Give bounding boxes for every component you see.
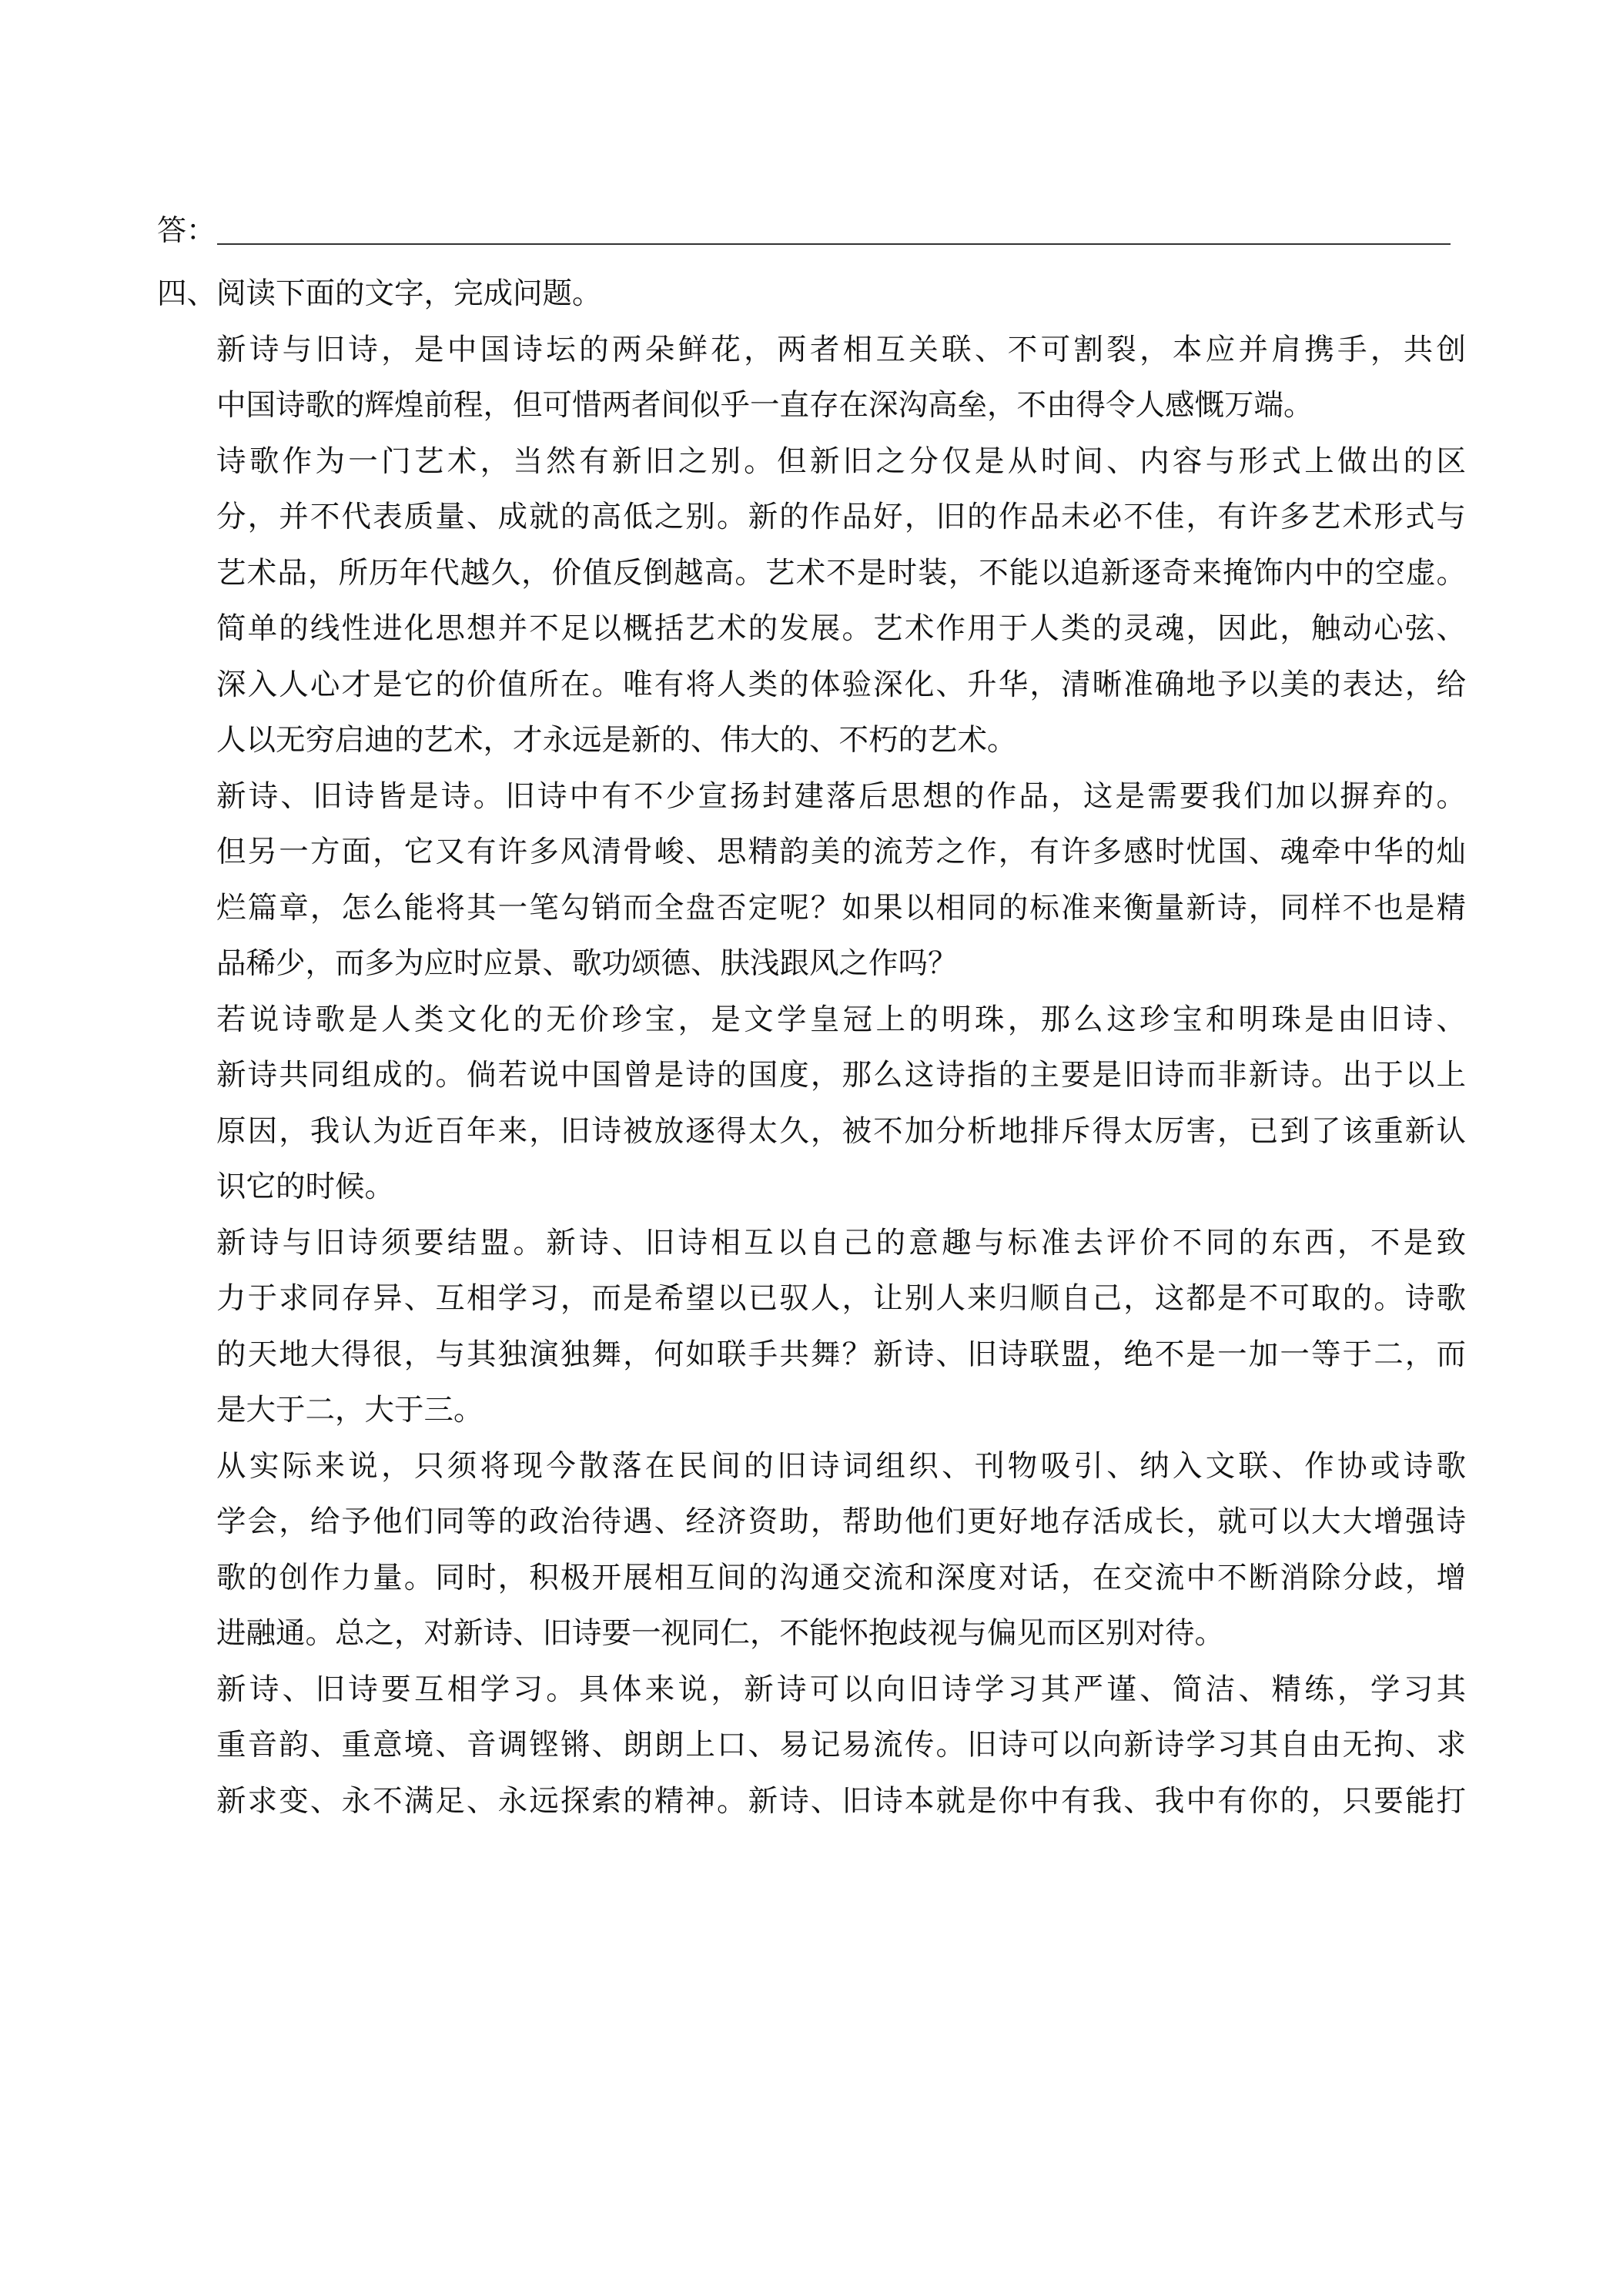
paragraph-line: 新诗共同组成的。倘若说中国曾是诗的国度，那么这诗指的主要是旧诗而非新诗。出于以上	[216, 1058, 1466, 1093]
paragraph-line: 中国诗歌的辉煌前程，但可惜两者间似乎一直存在深沟高垒，不由得令人感慨万端。	[216, 388, 1313, 423]
paragraph-5	[157, 1216, 1466, 1439]
answer-row	[157, 206, 1451, 254]
paragraph-7	[157, 1662, 1466, 1830]
paragraph-line: 重音韵、重意境、音调铿锵、朗朗上口、易记易流传。旧诗可以向新诗学习其自由无拘、求	[216, 1728, 1466, 1762]
section-heading: 四、阅读下面的文字，完成问题。	[157, 276, 602, 311]
paragraph-line: 新诗、旧诗皆是诗。旧诗中有不少宣扬封建落后思想的作品，这是需要我们加以摒弃的。	[216, 778, 1466, 814]
paragraph-line: 新诗与旧诗，是中国诗坛的两朵鲜花，两者相互关联、不可割裂，本应并肩携手，共创	[216, 332, 1466, 367]
paragraph-line: 新求变、永不满足、永远探索的精神。新诗、旧诗本就是你中有我、我中有你的，只要能打	[216, 1783, 1466, 1819]
paragraph-line: 是大于二，大于三。	[216, 1393, 484, 1427]
paragraph-line: 品稀少，而多为应时应景、歌功颂德、肤浅跟风之作吗？	[216, 946, 958, 981]
paragraph-1	[157, 323, 1466, 434]
paragraph-line: 原因，我认为近百年来，旧诗被放逐得太久，被不加分析地排斥得太厉害，已到了该重新认	[216, 1113, 1466, 1149]
paragraph-2	[157, 434, 1466, 769]
paragraph-line: 诗歌作为一门艺术，当然有新旧之别。但新旧之分仅是从时间、内容与形式上做出的区	[216, 443, 1466, 479]
paragraph-3	[157, 769, 1466, 992]
paragraph-line: 但另一方面，它又有许多风清骨峻、思精韵美的流芳之作，有许多感时忧国、魂牵中华的灿	[216, 835, 1466, 869]
paragraph-line: 的天地大得很，与其独演独舞，何如联手共舞？新诗、旧诗联盟，绝不是一加一等于二，而	[216, 1337, 1466, 1372]
paragraph-line: 从实际来说，只须将现今散落在民间的旧诗词组织、刊物吸引、纳入文联、作协或诗歌	[216, 1448, 1466, 1484]
paragraph-line: 进融通。总之，对新诗、旧诗要一视同仁，不能怀抱歧视与偏见而区别对待。	[216, 1616, 1225, 1651]
paragraph-line: 新诗与旧诗须要结盟。新诗、旧诗相互以自己的意趣与标准去评价不同的东西，不是致	[216, 1225, 1466, 1260]
paragraph-line: 若说诗歌是人类文化的无价珍宝，是文学皇冠上的明珠，那么这珍宝和明珠是由旧诗、	[216, 1002, 1466, 1037]
paragraph-4	[157, 992, 1466, 1216]
paragraph-line: 艺术品，所历年代越久，价值反倒越高。艺术不是时装，不能以追新逐奇来掩饰内中的空虚。	[216, 555, 1466, 591]
reading-passage	[157, 266, 1466, 1829]
paragraph-line: 新诗、旧诗要互相学习。具体来说，新诗可以向旧诗学习其严谨、简洁、精练，学习其	[216, 1672, 1466, 1707]
paragraph-line: 分，并不代表质量、成就的高低之别。新的作品好，旧的作品未必不佳，有许多艺术形式与	[216, 500, 1466, 534]
paragraph-line: 人以无穷启迪的艺术，才永远是新的、伟大的、不朽的艺术。	[216, 723, 1017, 758]
paragraph-line: 识它的时候。	[216, 1170, 395, 1204]
paragraph-line: 力于求同存异、互相学习，而是希望以已驭人，让别人来归顺自己，这都是不可取的。诗歌	[216, 1281, 1466, 1316]
answer-label: 答：	[157, 213, 216, 247]
paragraph-line: 歌的创作力量。同时，积极开展相互间的沟通交流和深度对话，在交流中不断消除分歧，增	[216, 1560, 1466, 1595]
answer-blank-line	[217, 243, 1451, 245]
paragraph-line: 学会，给予他们同等的政治待遇、经济资助，帮助他们更好地存活成长，就可以大大增强诗	[216, 1504, 1466, 1539]
paragraph-6	[157, 1439, 1466, 1662]
paragraph-line: 简单的线性进化思想并不足以概括艺术的发展。艺术作用于人类的灵魂，因此，触动心弦、	[216, 611, 1466, 646]
paragraph-line: 烂篇章，怎么能将其一笔勾销而全盘否定呢？如果以相同的标准来衡量新诗，同样不也是精	[216, 890, 1466, 925]
paragraph-line: 深入人心才是它的价值所在。唯有将人类的体验深化、升华，清晰准确地予以美的表达，给	[216, 667, 1466, 702]
